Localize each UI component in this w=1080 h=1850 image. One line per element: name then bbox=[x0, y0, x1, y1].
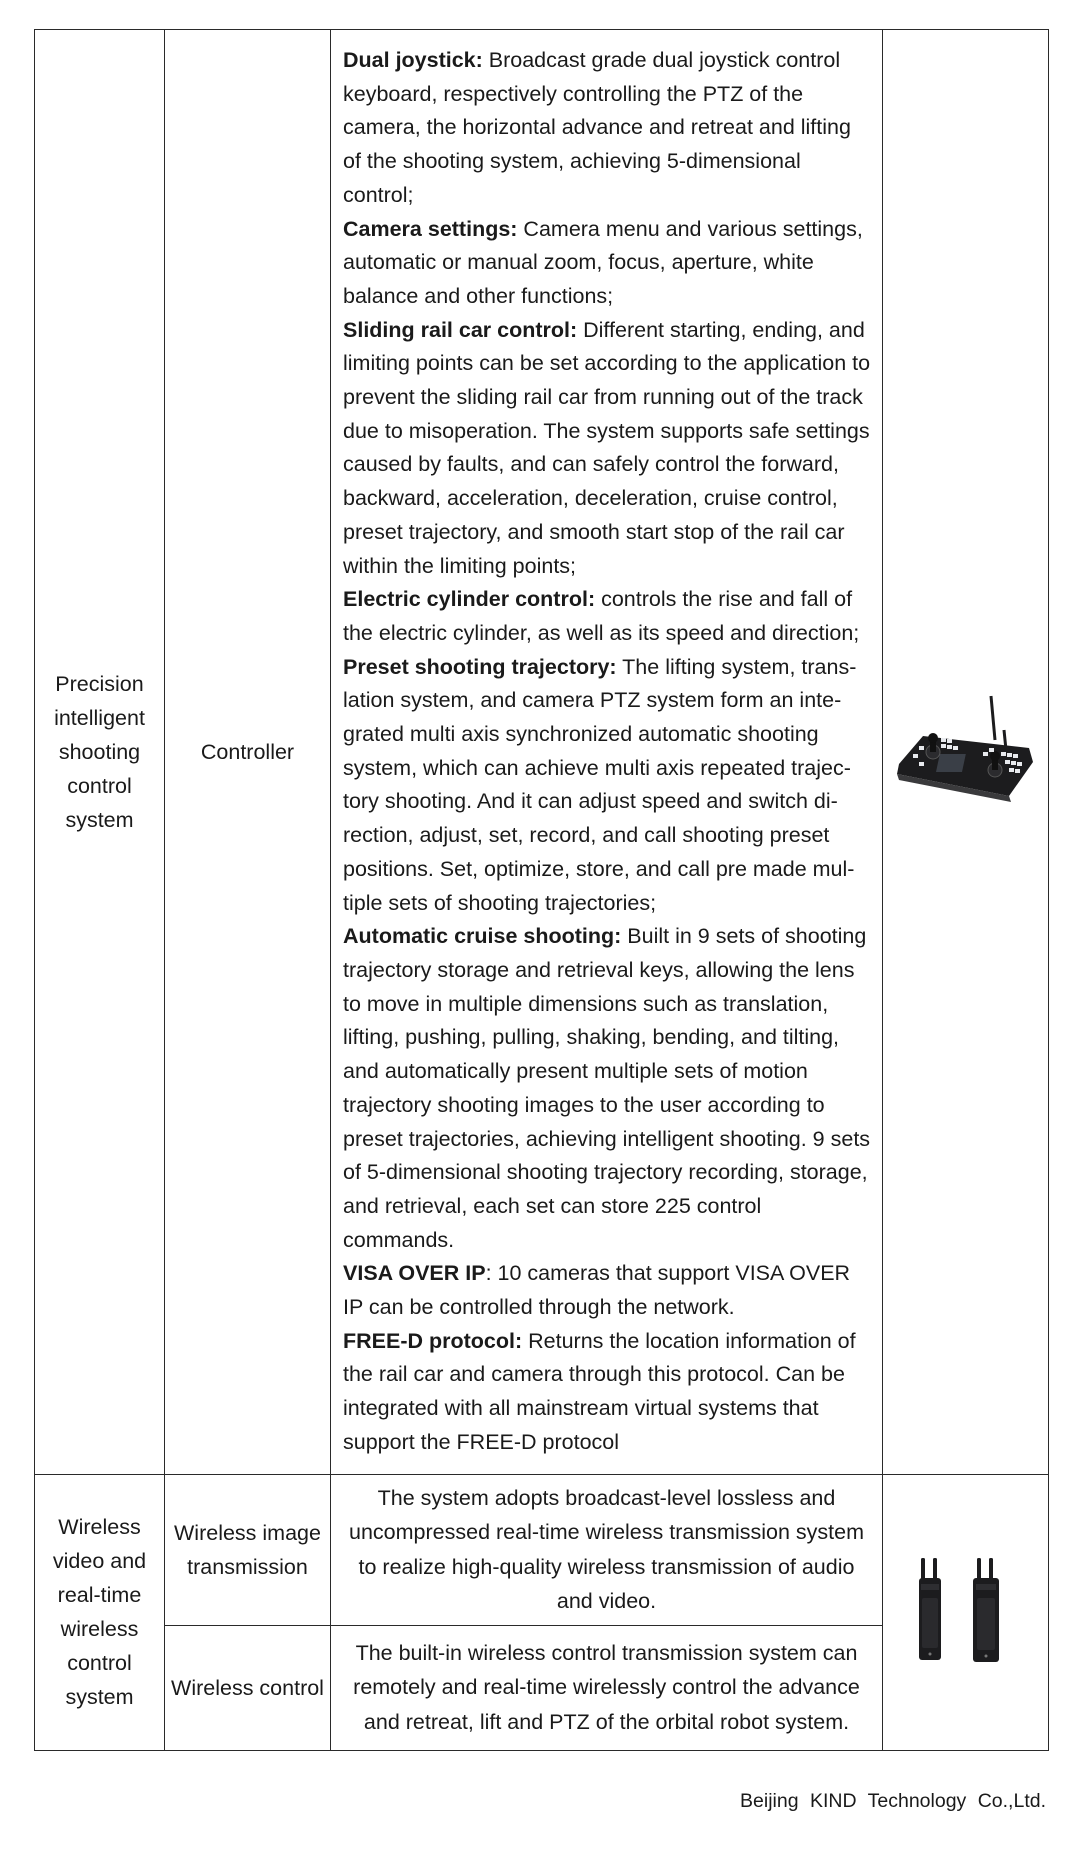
feature-preset-trajectory: Preset shooting trajectory: The lifting system, trans-lation system, and camera PTZ system form an inte-grated multi axis synchronized automatic shooting system, which can achieve multi axis repeated trajec-tory shooting. And it can adjust speed and switch di-rection, adjust, set, record, and call shooting preset positions. Set, optimize, store, and call pre made mul-tiple sets of shooting trajectories; bbox=[343, 654, 857, 915]
wireless-control-description: The built-in wireless control transmission system can remotely and real-time wirelessly control the advance and retreat, lift and PTZ of the orbital robot system. bbox=[331, 1625, 883, 1750]
feature-auto-cruise: Automatic cruise shooting: Built in 9 sets of shooting trajectory storage and retrieval keys, allowing the lens to move in multiple dimensions such as translation, lifting, pushing, pulling, shaking, bending, and tilting, and automatically present multiple sets of motion trajectory shooting images to the user according to preset trajectories, achieving intelligent shooting. 9 sets of 5-dimensional shooting trajectory recording, storage, and retrieval, each set can store 225 control commands. bbox=[343, 924, 871, 1252]
company-footer: Beijing KIND Technology Co.,Ltd. bbox=[740, 1790, 1046, 1812]
feature-electric-cylinder: Electric cylinder control: controls the rise and fall of the electric cylinder, as well as its speed and direction; bbox=[343, 587, 860, 645]
system-cell-precision: Precision intelligent shooting control system bbox=[35, 30, 165, 1475]
controller-image-cell bbox=[883, 30, 1049, 1475]
feature-dual-joystick: Dual joystick: Broadcast grade dual joystick control keyboard, respectively controlling the PTZ of the camera, the horizontal advance and retreat and lifting of the shooting system, achieving 5-dimensional control; bbox=[343, 48, 851, 207]
spec-table bbox=[34, 29, 1049, 1751]
feature-visa-over-ip: VISA OVER IP: 10 cameras that support VISA OVER IP can be controlled through the network. bbox=[343, 1261, 851, 1320]
controller-keyboard-icon bbox=[891, 692, 1041, 812]
system-cell-wireless: Wireless video and real-time wireless control system bbox=[35, 1474, 165, 1750]
component-cell-wireless-control: Wireless control bbox=[165, 1625, 331, 1750]
wireless-image-description: The system adopts broadcast-level lossless and uncompressed real-time wireless transmission system to realize high-quality wireless transmission of audio and video. bbox=[331, 1474, 883, 1625]
table-row bbox=[35, 30, 1049, 1475]
wireless-transmitter-icon bbox=[911, 1552, 1021, 1672]
feature-free-d: FREE-D protocol: Returns the location information of the rail car and camera through this protocol. Can be integrated with all mainstream virtual systems that support the FREE-D protocol bbox=[343, 1328, 856, 1454]
table-row bbox=[35, 1474, 1049, 1625]
component-cell-controller: Controller bbox=[165, 30, 331, 1475]
wireless-image-cell bbox=[883, 1474, 1049, 1750]
component-cell-wireless-image: Wireless image transmission bbox=[165, 1474, 331, 1625]
feature-camera-settings: Camera settings: Camera menu and various settings, automatic or manual zoom, focus, aperture, white balance and other functions; bbox=[343, 216, 863, 308]
feature-sliding-rail-car: Sliding rail car control: Different starting, ending, and limiting points can be set according to the application to prevent the sliding rail car from running out of the track due to misoperation. The system supports safe settings caused by faults, and can safely control the forward, backward, acceleration, deceleration, cruise control, preset trajectory, and smooth start stop of the rail car within the limiting points; bbox=[343, 317, 871, 578]
feature-description-cell bbox=[331, 30, 883, 1475]
